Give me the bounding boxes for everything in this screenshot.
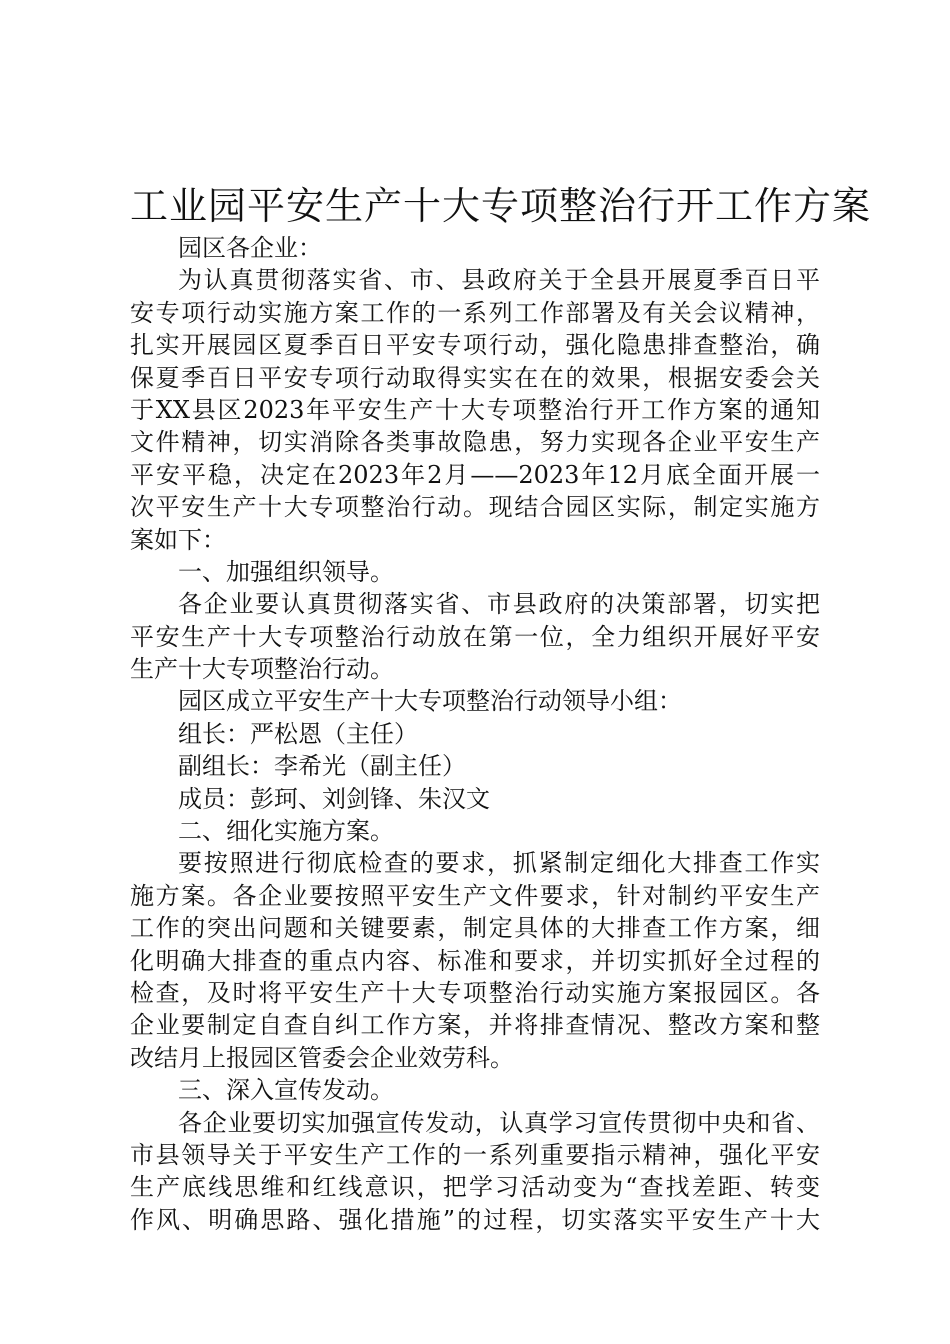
body-line: 为认真贯彻落实省、市、县政府关于全县开展夏季百日平 bbox=[178, 266, 820, 295]
body-line: 于XX县区2023年平安生产十大专项整治行开工作方案的通知 bbox=[130, 395, 820, 424]
body-line: 案如下： bbox=[130, 525, 226, 554]
body-line: 施方案。各企业要按照平安生产文件要求，针对制约平安生产 bbox=[130, 881, 820, 910]
body-line: 园区各企业： bbox=[178, 234, 322, 262]
body-line: 成员：彭珂、刘剑锋、朱汉文 bbox=[178, 784, 490, 813]
body-line: 市县领导关于平安生产工作的一系列重要指示精神，强化平安 bbox=[130, 1140, 820, 1169]
body-line: 次平安生产十大专项整治行动。现结合园区实际，制定实施方 bbox=[130, 493, 820, 522]
body-line: 作风、明确思路、强化措施”的过程，切实落实平安生产十大 bbox=[130, 1205, 820, 1234]
body-line: 安专项行动实施方案工作的一系列工作部署及有关会议精神， bbox=[130, 298, 820, 327]
body-line: 组长：严松恩（主任） bbox=[178, 719, 418, 748]
body-line: 二、细化实施方案。 bbox=[178, 817, 394, 846]
body-line: 检查，及时将平安生产十大专项整治行动实施方案报园区。各 bbox=[130, 978, 820, 1007]
body-line: 工作的突出问题和关键要素，制定具体的大排查工作方案，细 bbox=[130, 914, 820, 943]
body-line: 平安平稳，决定在2023年2月——2023年12月底全面开展一 bbox=[130, 460, 820, 489]
body-line: 要按照进行彻底检查的要求，抓紧制定细化大排查工作实 bbox=[178, 849, 820, 878]
body-line: 各企业要切实加强宣传发动，认真学习宣传贯彻中央和省、 bbox=[178, 1108, 820, 1137]
body-line: 生产底线思维和红线意识，把学习活动变为“查找差距、转变 bbox=[130, 1173, 820, 1202]
body-line: 平安生产十大专项整治行动放在第一位，全力组织开展好平安 bbox=[130, 622, 820, 651]
body-line: 改结月上报园区管委会企业效劳科。 bbox=[130, 1043, 514, 1072]
body-line: 文件精神，切实消除各类事故隐患，努力实现各企业平安生产 bbox=[130, 428, 820, 457]
body-line: 扎实开展园区夏季百日平安专项行动，强化隐患排查整治，确 bbox=[130, 331, 820, 360]
body-line: 各企业要认真贯彻落实省、市县政府的决策部署，切实把 bbox=[178, 590, 820, 619]
body-line: 保夏季百日平安专项行动取得实实在在的效果，根据安委会关 bbox=[130, 363, 820, 392]
document-body bbox=[130, 232, 820, 1236]
body-line: 副组长：李希光（副主任） bbox=[178, 752, 466, 781]
document-title: 工业园平安生产十大专项整治行开工作方案 bbox=[130, 184, 872, 228]
body-line: 一、加强组织领导。 bbox=[178, 557, 394, 586]
body-line: 生产十大专项整治行动。 bbox=[130, 655, 394, 684]
body-line: 化明确大排查的重点内容、标准和要求，并切实抓好全过程的 bbox=[130, 946, 820, 975]
body-line: 三、深入宣传发动。 bbox=[178, 1076, 394, 1105]
body-line: 企业要制定自查自纠工作方案，并将排查情况、整改方案和整 bbox=[130, 1011, 820, 1040]
body-line: 园区成立平安生产十大专项整治行动领导小组： bbox=[178, 687, 682, 716]
